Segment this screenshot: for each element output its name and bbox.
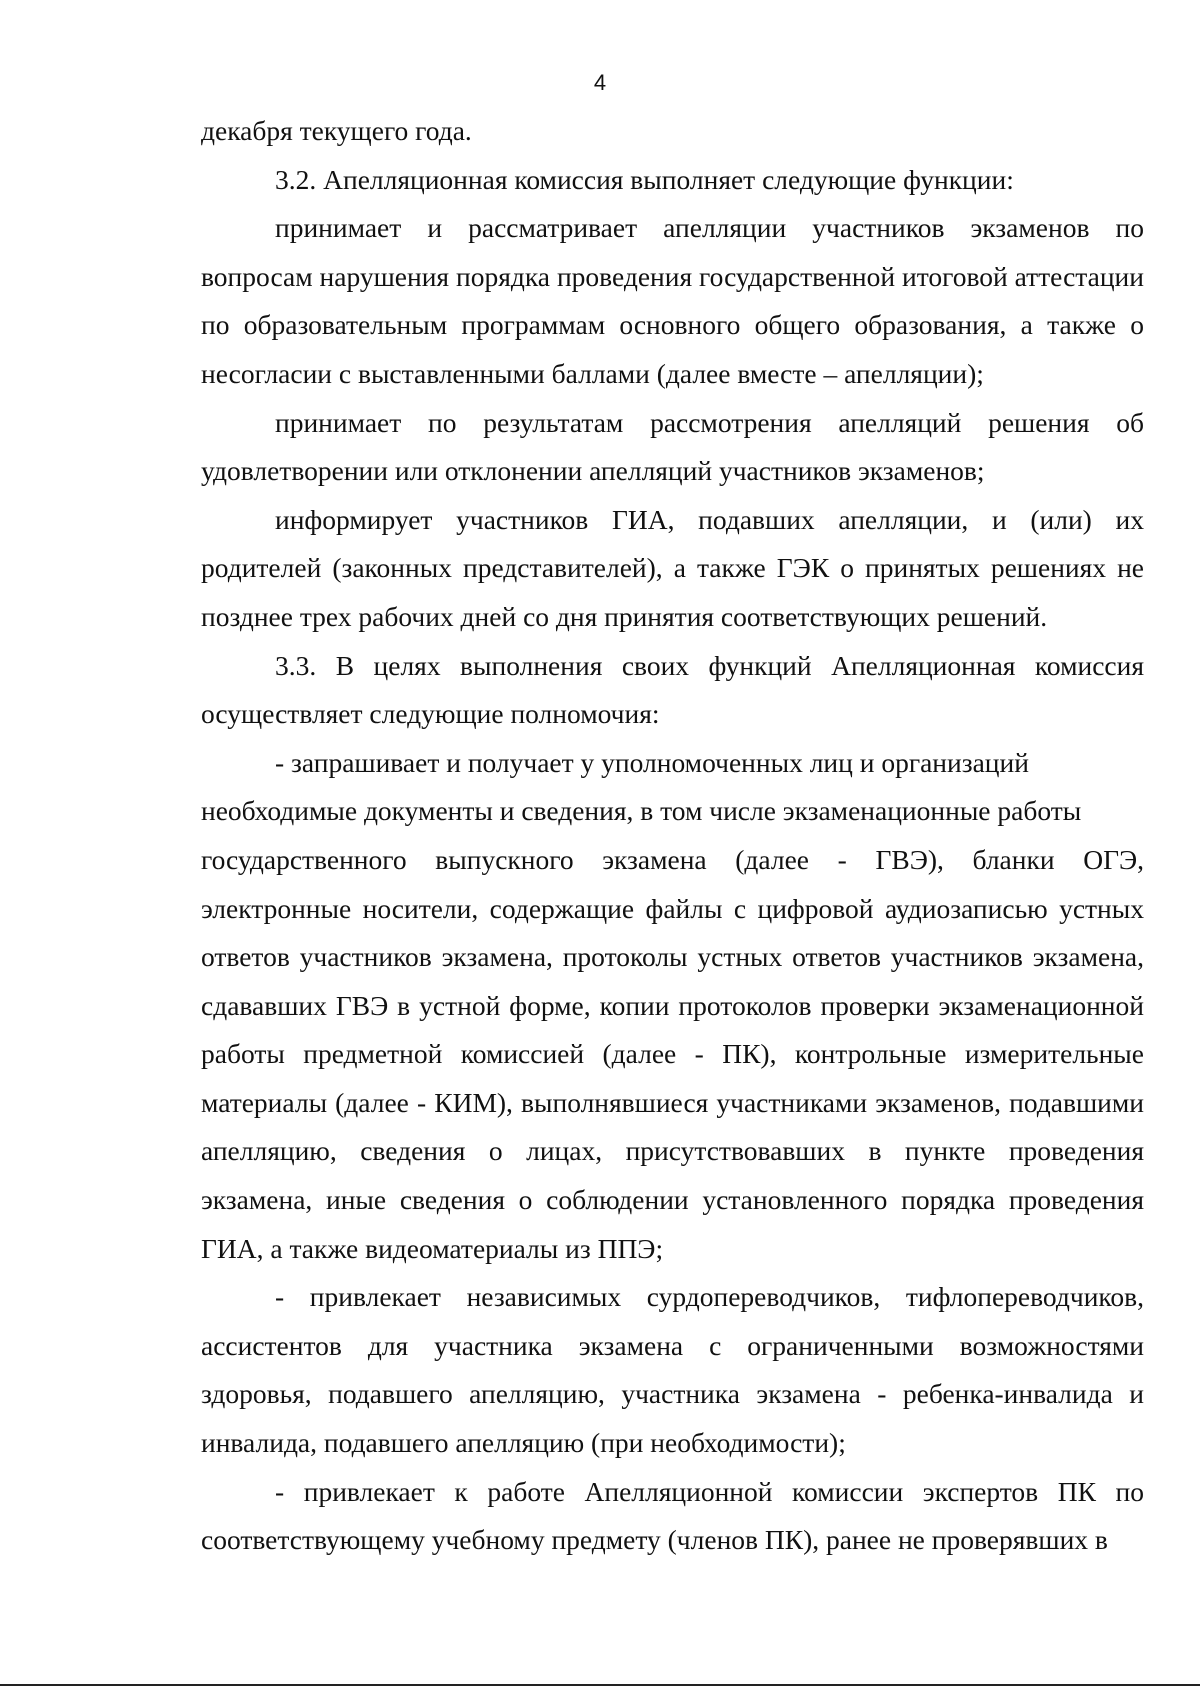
paragraph-function-decisions: принимает по результатам рассмотрения апелляций решения об удовлетворении или отклонении апелляций участников экзаменов;: [201, 406, 1144, 487]
scan-bottom-edge: [0, 1684, 1200, 1686]
paragraph-continuation: декабря текущего года.: [201, 115, 472, 146]
paragraph-function-inform: информирует участников ГИА, подавших апелляции, и (или) их родителей (законных представителей), а также ГЭК о принятых решениях не позднее трех рабочих дней со дня принятия соответствующих решений.: [201, 503, 1144, 632]
paragraph-power-interpreters: - привлекает независимых сурдопереводчиков, тифлопереводчиков, ассистентов для участника экзамена с ограниченными возможностями здоровья, подавшего апелляцию, участника экзамена - ребенка-инвалида и инвалида, подавшего апелляцию (при необходимости);: [201, 1281, 1144, 1459]
page-number: 4: [593, 70, 607, 95]
document-body: [201, 107, 1144, 1565]
paragraph-power-request-docs-line2: необходимые документы и сведения, в том числе экзаменационные работы: [201, 795, 1082, 827]
paragraph-3-2-heading: 3.2. Апелляционная комиссия выполняет следующие функции:: [275, 163, 1014, 195]
paragraph-function-accept-appeals: принимает и рассматривает апелляции участников экзаменов по вопросам нарушения порядка проведения государственной итоговой аттестации по образовательным программам основного общего образования, а также о несогласии с выставленными баллами (далее вместе – апелляции);: [201, 212, 1144, 389]
paragraph-power-request-docs-cont: государственного выпускного экзамена (далее - ГВЭ), бланки ОГЭ, электронные носители, содержащие файлы с цифровой аудиозаписью устных ответов участников экзамена, протоколы устных ответов участников экзамена, сдававших ГВЭ в устной форме, копии протоколов проверки экзаменационной работы предметной комиссией (далее - ПК), контрольные измерительные материалы (далее - КИМ), выполнявшиеся участниками экзаменов, подавшими апелляцию, сведения о лицах, присутствовавших в пункте проведения экзамена, иные сведения о соблюдении установленного порядка проведения ГИА, а также видеоматериалы из ППЭ;: [201, 843, 1144, 1264]
paragraph-power-request-docs: - запрашивает и получает у уполномоченных лиц и организаций: [275, 746, 1029, 778]
paragraph-3-3-heading: 3.3. В целях выполнения своих функций Апелляционная комиссия осуществляет следующие полномочия:: [201, 649, 1144, 730]
paragraph-power-experts: - привлекает к работе Апелляционной комиссии экспертов ПК по соответствующему учебному предмету (членов ПК), ранее не проверявших в: [201, 1475, 1144, 1556]
